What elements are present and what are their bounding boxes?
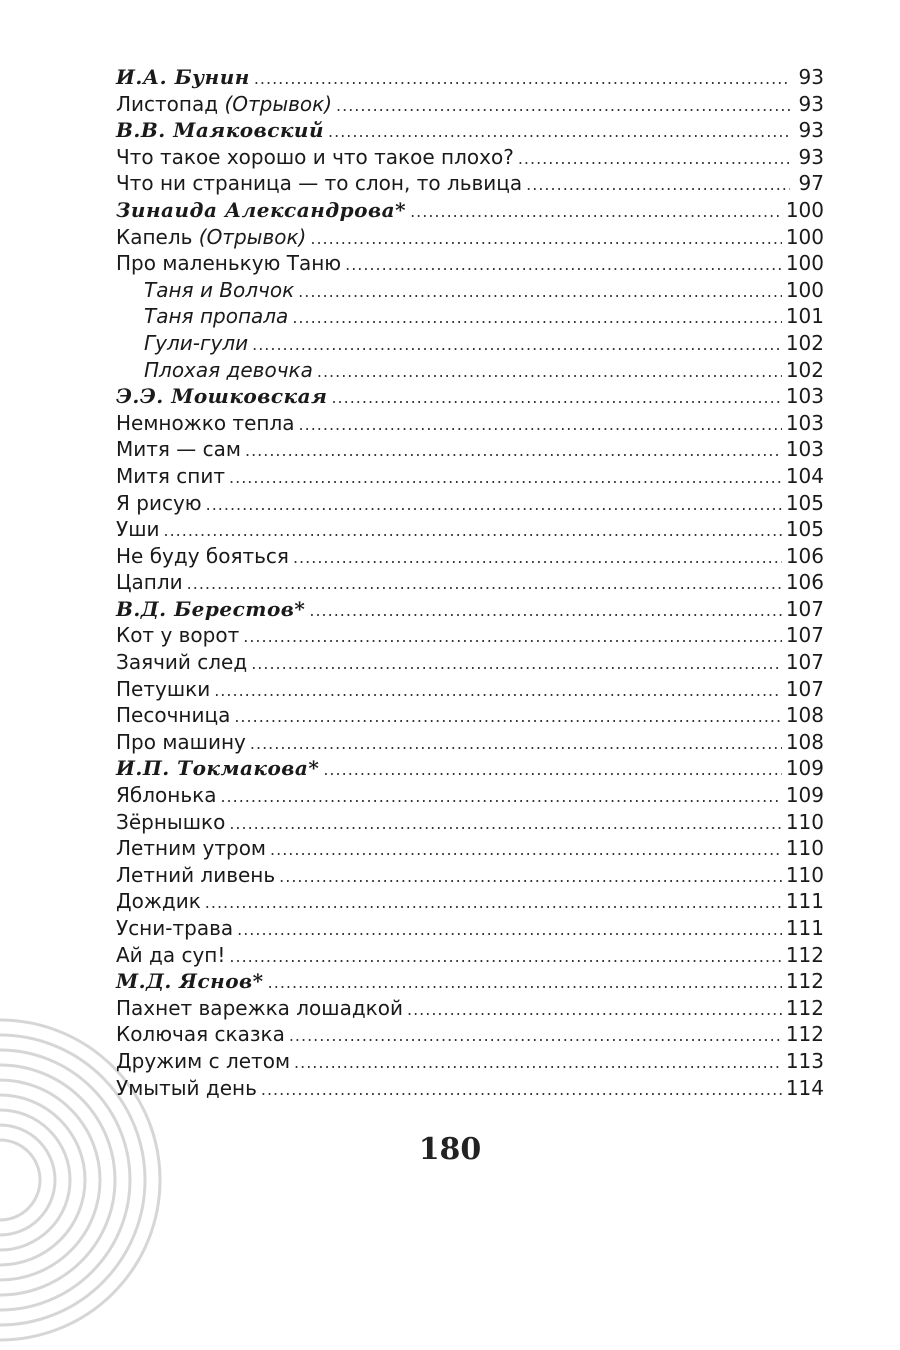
entry-title — [116, 702, 230, 729]
page-ref: 93 — [798, 144, 824, 169]
entry-title-text: Плохая девочка — [144, 357, 313, 382]
toc-entry-row — [116, 1075, 824, 1102]
entry-title-text: Цапли — [116, 570, 183, 595]
entry-title-text: Таня пропала — [144, 304, 289, 329]
page-ref: 103 — [785, 437, 824, 462]
entry-title — [116, 224, 306, 251]
toc-entry-row — [116, 224, 824, 251]
entry-title — [116, 995, 403, 1022]
toc-entry-row — [116, 490, 824, 517]
entry-title — [116, 729, 246, 756]
dot-leader — [205, 890, 782, 917]
toc-entry-row — [116, 729, 824, 756]
entry-title-text: Таня и Волчок — [144, 277, 295, 302]
toc-entry-row — [116, 144, 824, 171]
dot-leader — [237, 917, 782, 944]
dot-leader — [270, 837, 782, 864]
entry-title-text: Яблонька — [116, 783, 217, 808]
page-ref: 100 — [785, 251, 824, 276]
entry-title — [116, 543, 289, 570]
toc-entry-row — [116, 250, 824, 277]
toc-entry-row — [116, 91, 824, 118]
table-of-contents — [116, 64, 824, 1101]
page-ref: 110 — [785, 809, 824, 834]
toc-entry-row — [116, 702, 824, 729]
page-ref: 100 — [785, 224, 824, 249]
page-ref: 105 — [785, 517, 824, 542]
toc-entry-row — [116, 995, 824, 1022]
dot-leader — [298, 279, 782, 306]
page-ref: 93 — [798, 65, 824, 89]
entry-title-text: Кот у ворот — [116, 623, 240, 648]
entry-title-text: Что ни страница — то слон, то львица — [116, 171, 523, 196]
page-ref: 106 — [785, 570, 824, 595]
dot-leader — [331, 385, 781, 412]
dot-leader — [234, 704, 781, 731]
toc-author-row — [116, 197, 824, 224]
toc-entry-row — [116, 835, 824, 862]
entry-title — [144, 277, 294, 304]
entry-title — [116, 782, 216, 809]
dot-leader — [245, 438, 782, 465]
toc-subentry-row — [116, 277, 824, 304]
dot-leader — [526, 172, 790, 199]
dot-leader — [323, 757, 781, 784]
dot-leader — [310, 226, 781, 253]
page-ref: 108 — [785, 729, 824, 754]
toc-entry-row — [116, 622, 824, 649]
dot-leader — [268, 970, 782, 997]
page-ref: 107 — [785, 676, 824, 701]
entry-title — [116, 622, 239, 649]
entry-title-text: Про маленькую Таню — [116, 251, 342, 276]
entry-title-text: Листопад — [116, 91, 219, 116]
toc-entry-row — [116, 888, 824, 915]
dot-leader — [250, 731, 782, 758]
dot-leader — [243, 624, 782, 651]
toc-author-row — [116, 64, 824, 91]
dot-leader — [410, 199, 782, 226]
toc-entry-row — [116, 782, 824, 809]
entry-title-text: Немножко тепла — [116, 410, 295, 435]
entry-title-text: В.Д. Берестов* — [116, 596, 306, 621]
toc-entry-row — [116, 543, 824, 570]
entry-title-text: Про машину — [116, 729, 246, 754]
page-ref: 112 — [785, 969, 824, 994]
dot-leader — [336, 93, 790, 120]
dot-leader — [214, 678, 782, 705]
page-ref: 114 — [785, 1075, 824, 1100]
dot-leader — [229, 465, 782, 492]
dot-leader — [289, 1023, 782, 1050]
page-ref: 100 — [785, 197, 824, 222]
toc-entry-row — [116, 942, 824, 969]
toc-entry-row — [116, 170, 824, 197]
entry-title-text: Капель — [116, 224, 193, 249]
dot-leader — [254, 66, 790, 93]
page-ref: 109 — [785, 756, 824, 781]
entry-title — [116, 569, 183, 596]
entry-title — [116, 516, 160, 543]
page-ref: 112 — [785, 1022, 824, 1047]
dot-leader — [261, 1077, 782, 1104]
entry-title-text: В.В. Маяковский — [116, 118, 325, 143]
entry-title-text: М.Д. Яснов* — [116, 969, 264, 994]
toc-author-row — [116, 383, 824, 410]
toc-subentry-row — [116, 303, 824, 330]
entry-title-text: Летним утром — [116, 836, 267, 861]
toc-entry-row — [116, 915, 824, 942]
entry-title-text: И.П. Токмакова* — [116, 756, 320, 781]
toc-entry-row — [116, 649, 824, 676]
page-ref: 103 — [785, 410, 824, 435]
toc-entry-row — [116, 410, 824, 437]
entry-title-text: Зинаида Александрова* — [116, 197, 407, 222]
entry-title-text: Я рисую — [116, 490, 202, 515]
toc-entry-row — [116, 569, 824, 596]
page-ref: 102 — [785, 330, 824, 355]
page-ref: 108 — [785, 703, 824, 728]
toc-author-row — [116, 117, 824, 144]
entry-title-text: Пахнет варежка лошадкой — [116, 995, 403, 1020]
entry-title-text: Не буду бояться — [116, 543, 289, 568]
page-ref: 110 — [785, 836, 824, 861]
dot-leader — [251, 651, 782, 678]
entry-note: (Отрывок) — [198, 224, 307, 249]
dot-leader — [407, 997, 782, 1024]
entry-title-text: Заячий след — [116, 650, 248, 675]
dot-leader — [229, 944, 781, 971]
entry-title — [116, 835, 266, 862]
entry-title-text: И.А. Бунин — [116, 65, 250, 89]
page-ref: 111 — [785, 889, 824, 914]
entry-title — [116, 888, 201, 915]
toc-author-row — [116, 755, 824, 782]
entry-title-text: Что такое хорошо и что такое плохо? — [116, 144, 514, 169]
entry-title-text: Песочница — [116, 703, 231, 728]
author-name — [116, 383, 327, 410]
page-ref: 103 — [785, 384, 824, 409]
toc-subentry-row — [116, 357, 824, 384]
author-name — [116, 117, 324, 144]
entry-title — [116, 91, 332, 118]
entry-title-text: Дождик — [116, 889, 201, 914]
author-name — [116, 596, 305, 623]
entry-title — [116, 463, 225, 490]
dot-leader — [293, 545, 782, 572]
author-name — [116, 64, 250, 91]
page-number: 180 — [418, 1132, 482, 1167]
entry-title — [144, 303, 288, 330]
entry-title-text: Умытый день — [116, 1075, 257, 1100]
toc-entry-row — [116, 516, 824, 543]
author-name — [116, 197, 406, 224]
dot-leader — [317, 359, 782, 386]
dot-leader — [164, 518, 782, 545]
toc-entry-row — [116, 436, 824, 463]
page-ref: 107 — [785, 623, 824, 648]
entry-title — [116, 144, 514, 171]
entry-title — [116, 1048, 290, 1075]
dot-leader — [345, 252, 782, 279]
dot-leader — [299, 412, 782, 439]
page-ref: 102 — [785, 357, 824, 382]
dot-leader — [229, 811, 782, 838]
page-ref: 112 — [785, 942, 824, 967]
entry-title — [116, 915, 233, 942]
entry-title — [116, 1075, 257, 1102]
page-ref: 93 — [798, 91, 824, 116]
page-ref: 97 — [798, 171, 824, 196]
dot-leader — [292, 305, 781, 332]
page-ref: 101 — [785, 304, 824, 329]
entry-title — [144, 357, 313, 384]
page-ref: 112 — [785, 995, 824, 1020]
page-ref: 113 — [785, 1048, 824, 1073]
toc-author-row — [116, 596, 824, 623]
toc-entry-row — [116, 1048, 824, 1075]
dot-leader — [309, 598, 781, 625]
page-ref: 106 — [785, 543, 824, 568]
entry-title — [116, 250, 341, 277]
author-name — [116, 968, 264, 995]
entry-title — [116, 170, 522, 197]
entry-title — [116, 436, 241, 463]
author-name — [116, 755, 319, 782]
toc-entry-row — [116, 1021, 824, 1048]
toc-entry-row — [116, 862, 824, 889]
entry-title-text: Зёрнышко — [116, 809, 226, 834]
toc-entry-row — [116, 463, 824, 490]
page-ref: 111 — [785, 916, 824, 940]
toc-author-row — [116, 968, 824, 995]
entry-title-text: Гули-гули — [144, 330, 249, 355]
entry-title — [116, 410, 295, 437]
page-ref: 107 — [785, 596, 824, 621]
dot-leader — [252, 332, 782, 359]
page-ref: 107 — [785, 650, 824, 675]
entry-title — [116, 809, 225, 836]
dot-leader — [220, 784, 781, 811]
entry-title-text: Митя спит — [116, 463, 226, 488]
entry-title — [116, 490, 202, 517]
page-ref: 93 — [798, 118, 824, 143]
toc-entry-row — [116, 676, 824, 703]
dot-leader — [518, 146, 790, 173]
dot-leader — [279, 864, 782, 891]
entry-title-text: Э.Э. Мошковская — [116, 384, 328, 409]
dot-leader — [294, 1050, 782, 1077]
dot-leader — [187, 571, 782, 598]
entry-title-text: Летний ливень — [116, 862, 276, 887]
entry-title-text: Дружим с летом — [116, 1048, 291, 1073]
toc-subentry-row — [116, 330, 824, 357]
entry-title-text: Колючая сказка — [116, 1022, 285, 1047]
page-ref: 105 — [785, 490, 824, 515]
entry-title-text: Митя — сам — [116, 437, 241, 462]
entry-title — [116, 649, 247, 676]
dot-leader — [206, 492, 782, 519]
page-ref: 104 — [785, 463, 824, 488]
page-ref: 110 — [785, 862, 824, 887]
page-ref: 100 — [785, 277, 824, 302]
page-ref: 109 — [785, 783, 824, 808]
entry-title-text: Уши — [116, 517, 160, 542]
entry-title-text: Усни-трава — [116, 916, 234, 940]
toc-entry-row — [116, 809, 824, 836]
dot-leader — [328, 119, 790, 146]
entry-title — [144, 330, 248, 357]
entry-title-text: Петушки — [116, 676, 211, 701]
entry-title — [116, 1021, 285, 1048]
entry-note: (Отрывок) — [224, 91, 333, 116]
entry-title — [116, 942, 225, 969]
entry-title — [116, 676, 210, 703]
entry-title — [116, 862, 275, 889]
entry-title-text: Ай да суп! — [116, 942, 226, 967]
